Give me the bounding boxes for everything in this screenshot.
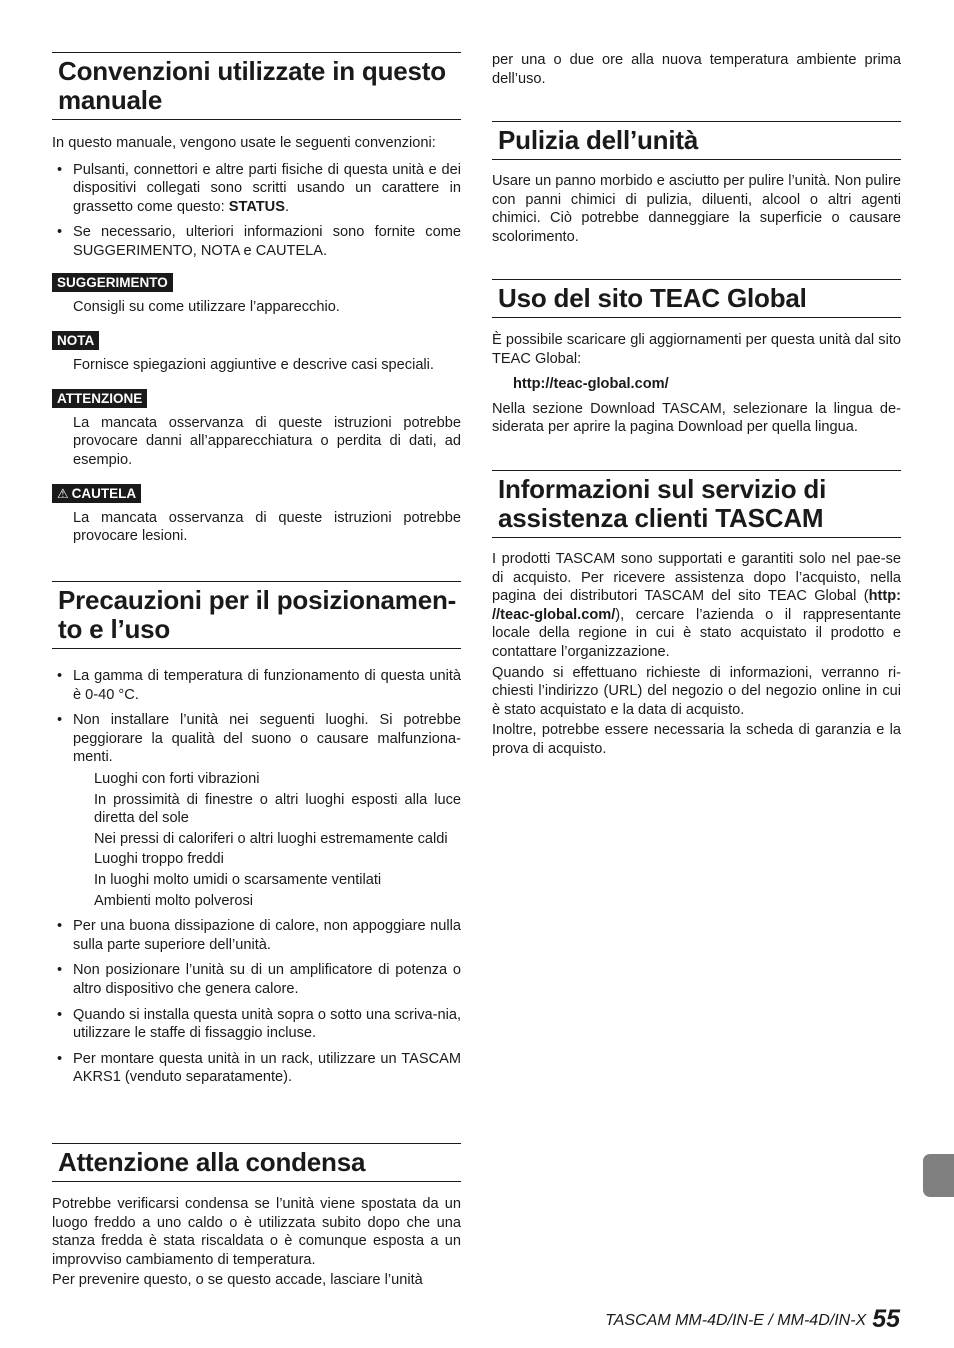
list-item: • Pulsanti, connettori e altre parti fisiche di questa unità e dei dispositivi collegati sono scritti usando un carattere in grassetto come questo: STATUS. — [52, 161, 461, 217]
places-list — [94, 770, 461, 910]
conventions-body — [52, 134, 461, 268]
chapter-tab — [923, 1154, 954, 1197]
list-item: • La gamma di temperatura di funzionamento di questa unità è 0-40 °C. — [52, 667, 461, 704]
conventions-list — [52, 161, 461, 261]
cleaning-body — [492, 172, 901, 246]
section-heading-teac-site — [492, 279, 901, 318]
precautions-body — [52, 667, 461, 1094]
attention-text: La mancata osservanza di queste istruzioni potrebbe provocare danni all’apparecchiatura o perdita di dati, ad esempio. — [73, 414, 461, 468]
list-item: • Quando si installa questa unità sopra o sotto una scriva-nia, utilizzare le staffe di fissaggio incluse. — [52, 1006, 461, 1043]
distributors-link[interactable]: http: //teac-global.com/ — [492, 588, 901, 623]
heading-support: Informazioni sul servizio di assistenza clienti TASCAM — [498, 474, 827, 533]
place-item: In luoghi molto umidi o scarsamente ventilati — [94, 871, 382, 888]
conventions-intro: In questo manuale, vengono usate le seguenti convenzioni: — [52, 135, 436, 151]
place-item: In prossimità di finestre o altri luoghi esposti alla luce diretta del sole — [94, 791, 461, 827]
section-heading-support — [492, 470, 901, 538]
heading-condensation: Attenzione alla condensa — [58, 1147, 366, 1177]
footer-model: TASCAM MM-4D/IN-E / MM-4D/IN-X — [605, 1312, 867, 1329]
heading-teac-site: Uso del sito TEAC Global — [498, 283, 807, 313]
tip-text: Consigli su come utilizzare l’apparecchio. — [73, 298, 340, 315]
condensation-continued — [492, 51, 901, 88]
page-number: 55 — [872, 1305, 900, 1333]
caution-block — [52, 484, 461, 546]
teac-site-body — [492, 331, 901, 437]
caution-text: La mancata osservanza di queste istruzioni potrebbe provocare lesioni. — [73, 509, 461, 545]
attention-block — [52, 389, 461, 469]
teac-global-link[interactable]: http://teac-global.com/ — [513, 376, 669, 393]
warning-triangle-icon: ⚠ — [57, 486, 69, 501]
section-heading-condensation — [52, 1143, 461, 1182]
support-body — [492, 550, 901, 759]
heading-conventions: Convenzioni utilizzate in questo manuale — [58, 56, 446, 115]
support-paragraph: Quando si effettuano richieste di informazioni, verranno ri-chiesti l’indirizzo (URL) del negozio o del negozio online in cui è stato acquistato e la data di acquisto. — [492, 664, 901, 718]
section-heading-cleaning — [492, 121, 901, 160]
note-text: Fornisce spiegazioni aggiuntive e descrive casi speciali. — [73, 356, 434, 373]
teac-site-paragraph: Nella sezione Download TASCAM, selezionare la lingua de-siderata per aprire la pagina Download per quella lingua. — [492, 400, 901, 436]
place-item: Nei pressi di caloriferi o altri luoghi estremamente caldi — [94, 830, 448, 847]
tip-label: SUGGERIMENTO — [52, 273, 173, 292]
list-item: • Per montare questa unità in un rack, utilizzare un TASCAM AKRS1 (venduto separatamente). — [52, 1050, 461, 1087]
caution-tag — [52, 484, 141, 503]
section-heading-precautions — [52, 581, 461, 649]
status-example: STATUS — [228, 198, 285, 215]
list-item: • Non installare l’unità nei seguenti luoghi. Si potrebbe peggiorare la qualità del suono o causare malfunziona-menti. Luoghi con forti vibrazioni In prossimità di finestre o altri luoghi esposti alla luce diretta del sole Nei pressi di caloriferi o altri luoghi estremamente caldi Luoghi troppo freddi In luoghi molto umidi o scarsamente ventilati Ambienti molto polverosi — [52, 711, 461, 910]
heading-precautions: Precauzioni per il posizionamen-to e l’uso — [58, 585, 457, 644]
list-item: • Non posizionare l’unità su di un amplificatore di potenza o altro dispositivo che genera calore. — [52, 961, 461, 998]
condensation-body — [52, 1195, 461, 1290]
condensation-paragraph: per una o due ore alla nuova temperatura ambiente prima dell’uso. — [492, 52, 901, 87]
section-heading-conventions — [52, 52, 461, 120]
page-footer — [605, 1304, 900, 1336]
note-block — [52, 331, 461, 374]
caution-label: CAUTELA — [71, 486, 137, 501]
place-item: Ambienti molto polverosi — [94, 892, 253, 909]
note-label: NOTA — [52, 331, 99, 350]
support-paragraph: Inoltre, potrebbe essere necessaria la scheda di garanzia e la prova di acquisto. — [492, 722, 901, 757]
teac-site-paragraph: È possibile scaricare gli aggiornamenti per questa unità dal sito TEAC Global: — [492, 332, 901, 367]
attention-label: ATTENZIONE — [52, 389, 147, 408]
condensation-paragraph: Per prevenire questo, o se questo accade, lasciare l’unità — [52, 1272, 423, 1289]
list-item: • Per una buona dissipazione di calore, non appoggiare nulla sulla parte superiore dell’unità. — [52, 917, 461, 954]
place-item: Luoghi troppo freddi — [94, 851, 224, 868]
place-item: Luoghi con forti vibrazioni — [94, 770, 260, 787]
cleaning-paragraph: Usare un panno morbido e asciutto per pulire l’unità. Non pulire con panni chimici di pulizia, diluenti, alcool o altri agenti chimici. Ciò potrebbe danneggiare la superficie o causare scolorimento. — [492, 173, 901, 245]
condensation-paragraph: Potrebbe verificarsi condensa se l’unità viene spostata da un luogo freddo a uno caldo o è utilizzata subito dopo che una stanza fredda è stata riscaldata o è comunque esposta a un improvviso cambiamento di temperatura. — [52, 1196, 461, 1268]
tip-block — [52, 273, 461, 316]
precautions-list — [52, 667, 461, 1087]
list-item: • Se necessario, ulteriori informazioni sono fornite come SUGGERIMENTO, NOTA e CAUTELA. — [52, 223, 461, 260]
support-paragraph: I prodotti TASCAM sono supportati e garantiti solo nel pae-se di acquisto. Per ricevere assistenza dopo l’acquisto, nella pagina dei distributori TASCAM del sito TEAC Global (http: //teac-global.com/), cercare l’azienda o il rappresentante locale della regione in cui è stato acquistato il prodotto e contattare l’organizzazione. — [492, 551, 901, 660]
heading-cleaning: Pulizia dell’unità — [498, 125, 699, 155]
